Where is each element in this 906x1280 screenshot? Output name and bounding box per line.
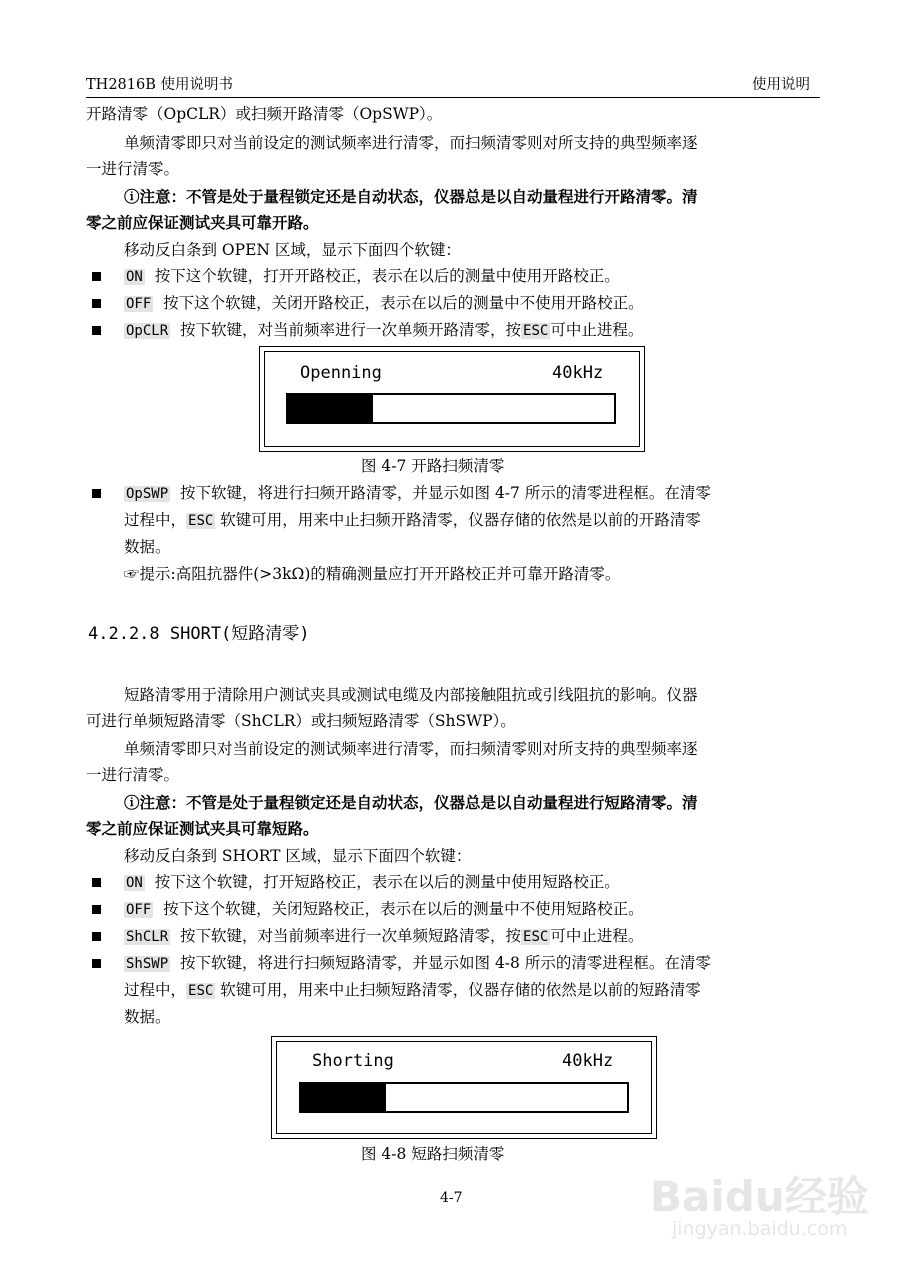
section-heading-short: 4.2.2.8 SHORT(短路清零) xyxy=(88,624,310,644)
open-paragraph-3: 移动反白条到 OPEN 区域，显示下面四个软键： xyxy=(124,241,461,259)
softkey-off: OFF xyxy=(126,902,152,918)
open-item-opclr xyxy=(124,320,643,342)
open-paragraph-1: 开路清零（OpCLR）或扫频开路清零（OpSWP）。 xyxy=(86,105,443,123)
bullet-icon xyxy=(92,905,101,914)
open-item-opclr-text-b: 可中止进程。 xyxy=(550,321,644,339)
bullet-icon xyxy=(92,299,101,308)
softkey-opclr: OpCLR xyxy=(126,323,169,339)
figure-short-label: Shorting xyxy=(312,1051,394,1071)
softkey-shclr: ShCLR xyxy=(126,929,169,945)
bullet-icon xyxy=(92,959,101,968)
short-paragraph-2b: 一进行清零。 xyxy=(86,766,180,784)
short-paragraph-3: 移动反白条到 SHORT 区域，显示下面四个软键： xyxy=(124,847,472,865)
figure-open-progress-fill xyxy=(288,395,373,422)
open-swp-text-2a: 过程中， xyxy=(124,511,187,529)
short-item-off-text: 按下这个软键，关闭短路校正，表示在以后的测量中不使用短路校正。 xyxy=(163,900,644,918)
short-paragraph-1b: 可进行单频短路清零（ShCLR）或扫频短路清零（ShSWP）。 xyxy=(86,712,516,730)
open-paragraph-2a: 单频清零即只对当前设定的测试频率进行清零，而扫频清零则对所支持的典型频率逐 xyxy=(124,134,698,152)
short-item-on xyxy=(124,872,620,894)
open-item-opswp-line2 xyxy=(124,510,701,532)
short-item-shswp-line2 xyxy=(124,980,701,1002)
open-item-on xyxy=(124,266,620,288)
header-rule xyxy=(86,97,820,98)
short-note-b: 零之前应保证测试夹具可靠短路。 xyxy=(86,819,319,838)
figure-short-progress-fill xyxy=(301,1084,386,1111)
open-item-off xyxy=(124,293,644,315)
short-swp-text-2a: 过程中， xyxy=(124,981,187,999)
softkey-esc: ESC xyxy=(523,929,549,945)
softkey-on: ON xyxy=(126,875,143,891)
figure-open-freq: 40kHz xyxy=(552,363,604,383)
short-paragraph-1a: 短路清零用于清除用户测试夹具或测试电缆及内部接触阻抗或引线阻抗的影响。仪器 xyxy=(124,686,698,704)
short-item-shclr-text-a: 按下软键，对当前频率进行一次单频短路清零，按 xyxy=(180,927,522,945)
page-number: 4-7 xyxy=(440,1190,463,1206)
bullet-icon xyxy=(92,932,101,941)
open-swp-text-1: 按下软键，将进行扫频开路清零，并显示如图 4-7 所示的清零进程框。在清零 xyxy=(180,484,711,502)
figure-short-freq: 40kHz xyxy=(562,1051,614,1071)
short-item-shswp-line3: 数据。 xyxy=(124,1008,171,1026)
bullet-icon xyxy=(92,489,101,498)
softkey-esc: ESC xyxy=(523,323,549,339)
open-item-opswp-line1 xyxy=(124,483,711,505)
open-item-off-text: 按下这个软键，关闭开路校正，表示在以后的测量中不使用开路校正。 xyxy=(163,294,644,312)
open-item-on-text: 按下这个软键，打开开路校正，表示在以后的测量中使用开路校正。 xyxy=(154,267,620,285)
figure-short-frame xyxy=(271,1036,657,1139)
figure-open-caption: 图 4-7 开路扫频清零 xyxy=(361,457,505,475)
softkey-esc: ESC xyxy=(188,983,214,999)
short-paragraph-2a: 单频清零即只对当前设定的测试频率进行清零，而扫频清零则对所支持的典型频率逐 xyxy=(124,740,698,758)
softkey-off: OFF xyxy=(126,296,152,312)
open-item-opclr-text-a: 按下软键，对当前频率进行一次单频开路清零，按 xyxy=(180,321,522,339)
figure-short-progress-bar xyxy=(299,1082,629,1113)
figure-open-frame xyxy=(259,346,645,452)
bullet-icon xyxy=(92,326,101,335)
figure-open-label: Openning xyxy=(300,363,382,383)
softkey-opswp: OpSWP xyxy=(126,486,169,502)
header-right: 使用说明 xyxy=(752,77,810,93)
short-note-a: ⓘ注意：不管是处于量程锁定还是自动状态，仪器总是以自动量程进行短路清零。清 xyxy=(124,793,698,812)
softkey-esc: ESC xyxy=(188,513,214,529)
short-item-off xyxy=(124,899,644,921)
short-item-shclr xyxy=(124,926,643,948)
watermark-url: jingyan.baidu.com xyxy=(672,1218,848,1240)
softkey-on: ON xyxy=(126,269,143,285)
open-tip: ☞提示:高阻抗器件(>3kΩ)的精确测量应打开开路校正并可靠开路清零。 xyxy=(124,565,621,583)
softkey-shswp: ShSWP xyxy=(126,956,169,972)
short-item-shclr-text-b: 可中止进程。 xyxy=(550,927,644,945)
bullet-icon xyxy=(92,878,101,887)
figure-short-caption: 图 4-8 短路扫频清零 xyxy=(361,1145,505,1163)
open-swp-text-2b: 软键可用，用来中止扫频开路清零，仪器存储的依然是以前的开路清零 xyxy=(220,511,701,529)
bullet-icon xyxy=(92,272,101,281)
short-swp-text-1: 按下软键，将进行扫频短路清零，并显示如图 4-8 所示的清零进程框。在清零 xyxy=(180,954,711,972)
open-note-a: ⓘ注意：不管是处于量程锁定还是自动状态，仪器总是以自动量程进行开路清零。清 xyxy=(124,187,698,206)
open-paragraph-2b: 一进行清零。 xyxy=(86,160,180,178)
short-swp-text-2b: 软键可用，用来中止扫频短路清零，仪器存储的依然是以前的短路清零 xyxy=(220,981,701,999)
watermark-logo: Baidu经验 xyxy=(650,1172,869,1221)
short-item-on-text: 按下这个软键，打开短路校正，表示在以后的测量中使用短路校正。 xyxy=(154,873,620,891)
header-left: TH2816B 使用说明书 xyxy=(86,77,233,93)
open-note-b: 零之前应保证测试夹具可靠开路。 xyxy=(86,213,319,232)
short-item-shswp-line1 xyxy=(124,953,711,975)
open-item-opswp-line3: 数据。 xyxy=(124,538,171,556)
figure-open-progress-bar xyxy=(286,393,616,424)
